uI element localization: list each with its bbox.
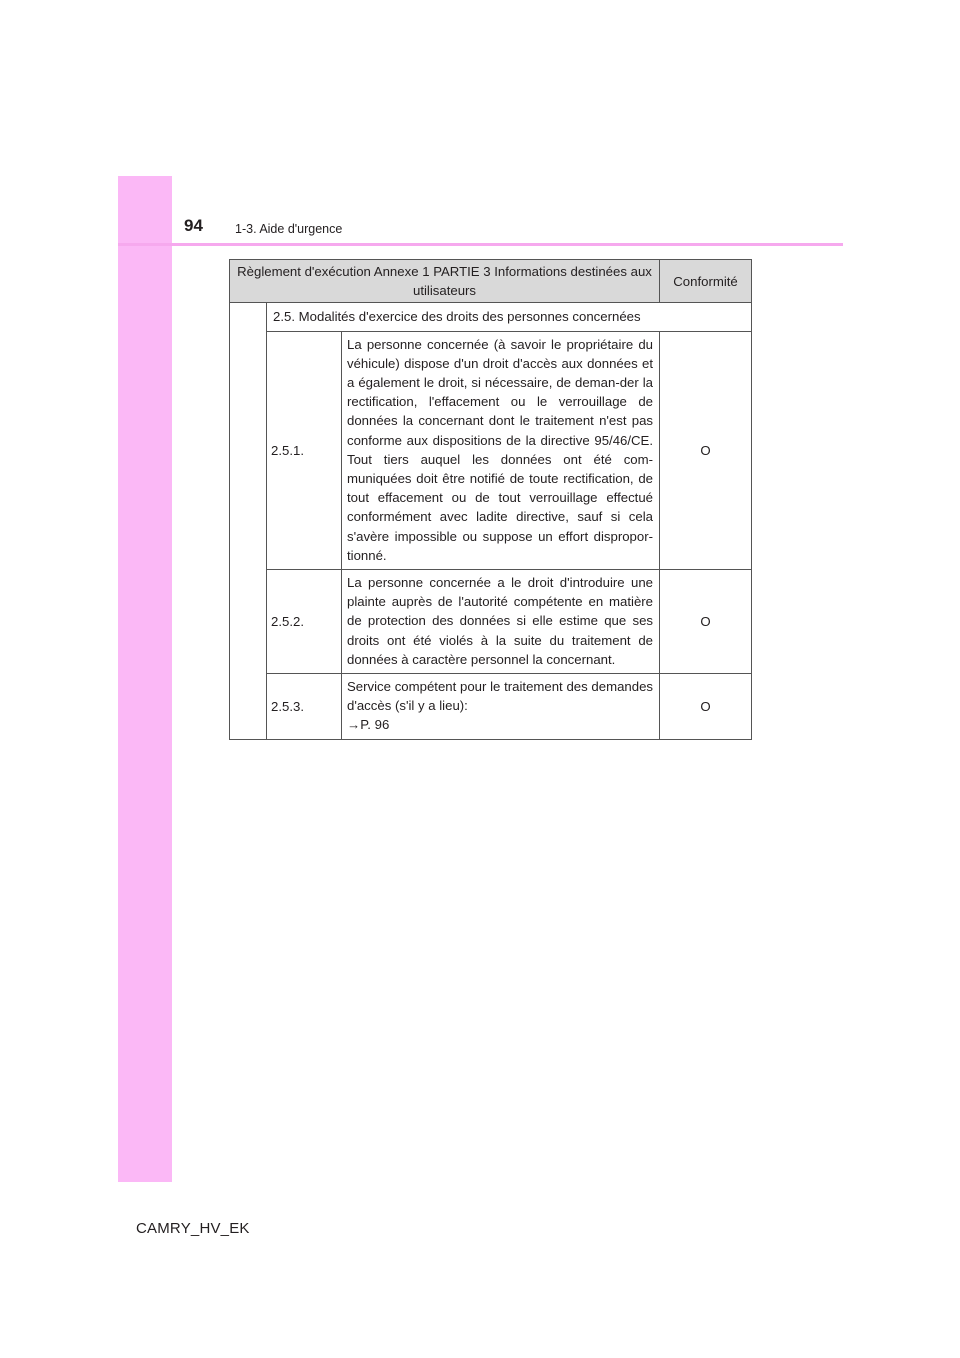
row-id: 2.5.1.: [267, 331, 342, 569]
table-row: [230, 331, 752, 569]
row-id: 2.5.3.: [267, 674, 342, 740]
row-compliance: O: [660, 570, 752, 674]
row-text: La personne concernée (à savoir le propriétaire du véhicule) dispose d'un droit d'accès aux données et a également le droit, si nécessaire, de deman-der la rectification, l'effacement ou le verrouillage de données la concernant dont le traitement n'est pas conforme aux dispositions de la directive 95/46/CE. Tout tiers auquel les données ont été com-muniquées doit être notifié de toute rectification, de tout effacement ou de tout verrouillage effectué conformément avec ladite directive, sauf si cela s'avère impossible ou suppose un effort dispropor-tionné.: [342, 331, 660, 569]
row-text: Service compétent pour le traitement des demandes d'accès (s'il y a lieu):: [347, 679, 654, 714]
page-reference: →P. 96: [347, 717, 390, 733]
row-compliance: O: [660, 331, 752, 569]
table-header-row: [230, 260, 752, 303]
row-id: 2.5.2.: [267, 570, 342, 674]
column-header-regulation: Règlement d'exécution Annexe 1 PARTIE 3 Informations destinées aux utilisateurs: [230, 260, 660, 303]
chapter-side-band: [118, 176, 172, 1182]
manual-code: CAMRY_HV_EK: [136, 1220, 250, 1237]
header-rule: [118, 243, 843, 246]
row-text-cell: [342, 674, 660, 740]
table-row: [230, 570, 752, 674]
row-compliance: O: [660, 674, 752, 740]
page-number: 94: [184, 216, 203, 235]
table-row: [230, 674, 752, 740]
compliance-table: [229, 259, 752, 740]
section-title: 1-3. Aide d'urgence: [235, 222, 343, 236]
row-text: La personne concernée a le droit d'introduire une plainte auprès de l'autorité compétente en matière de protection des données si elle estime que ses droits ont été violés à la suite du traitement de données à caractère personnel la concernant.: [342, 570, 660, 674]
section-heading-row: [230, 303, 752, 331]
column-header-compliance: Conformité: [660, 260, 752, 303]
indent-cell: [230, 303, 267, 739]
section-heading: 2.5. Modalités d'exercice des droits des personnes concernées: [267, 303, 752, 331]
